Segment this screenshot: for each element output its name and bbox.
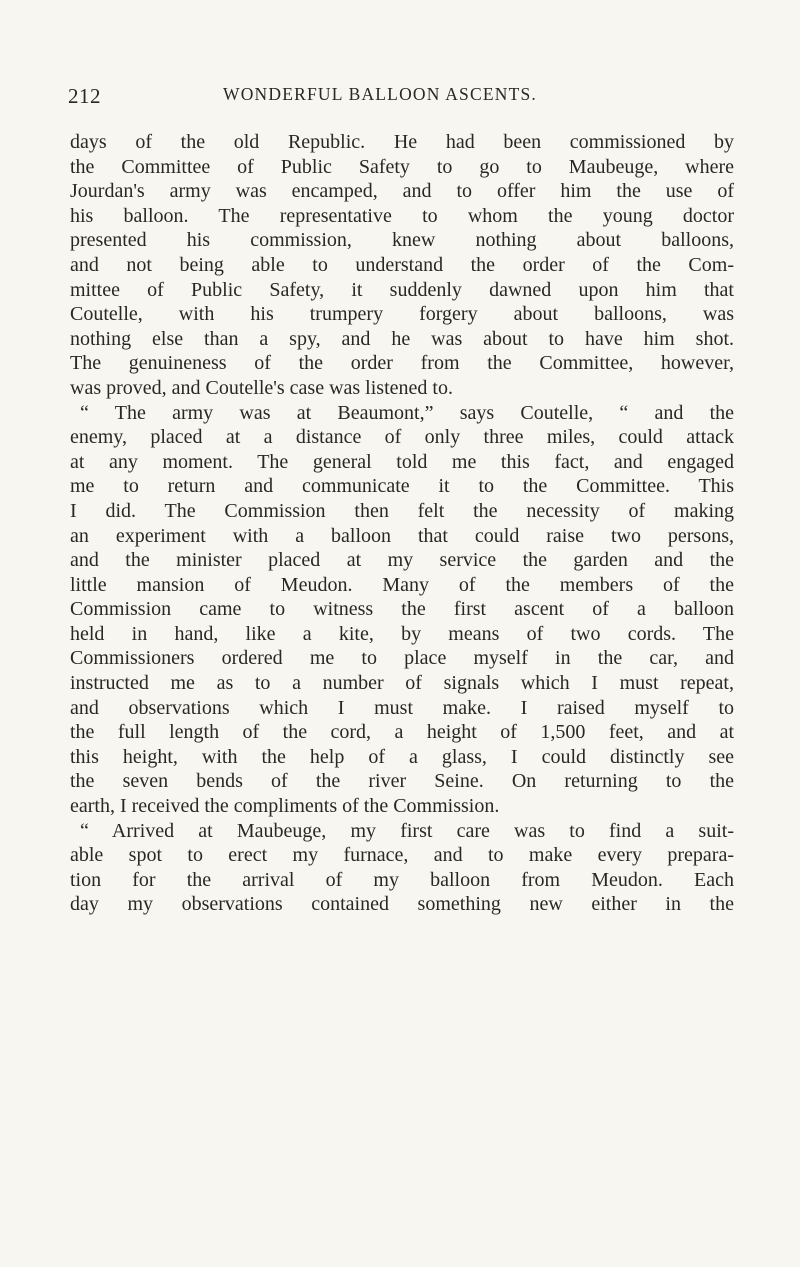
text-line: days of the old Republic. He had been commissioned by [70, 131, 734, 153]
text-line: mittee of Public Safety, it suddenly dawned upon him that [70, 278, 734, 301]
text-line: at any moment. The general told me this fact, and engaged [70, 450, 734, 473]
text-line: Commissioners ordered me to place myself in the car, and [70, 647, 734, 670]
running-title: WONDERFUL BALLOON ASCENTS. [223, 84, 537, 104]
text-line: “ Arrived at Maubeuge, my first care was to find a suit- [80, 819, 734, 842]
text-line: instructed me as to a number of signals which I must repeat, [70, 672, 734, 695]
text-line: enemy, placed at a distance of only three miles, could attack [70, 426, 734, 449]
text-line: and not being able to understand the order of the Com- [70, 253, 734, 276]
text-line: I did. The Commission then felt the necessity of making [70, 499, 734, 522]
text-line: nothing else than a spy, and he was about to have him shot. [70, 327, 734, 350]
text-line: “ The army was at Beaumont,” says Coutelle, “ and the [80, 401, 734, 424]
text-line: earth, I received the compliments of the Commission. [70, 795, 500, 818]
text-line: little mansion of Meudon. Many of the members of the [70, 573, 734, 596]
text-line: this height, with the help of a glass, I could distinctly see [70, 745, 734, 768]
text-line: tion for the arrival of my balloon from Meudon. Each [70, 868, 734, 891]
text-line: Coutelle, with his trumpery forgery about balloons, was [70, 303, 734, 326]
text-line: his balloon. The representative to whom the young doctor [70, 204, 734, 227]
text-line: held in hand, like a kite, by means of two cords. The [70, 622, 734, 645]
text-line: able spot to erect my furnace, and to make every prepara- [70, 844, 734, 867]
text-line: an experiment with a balloon that could raise two persons, [70, 524, 734, 547]
text-line: the Committee of Public Safety to go to Maubeuge, where [70, 155, 734, 178]
text-line: presented his commission, knew nothing about balloons, [70, 229, 734, 252]
text-line: me to return and communicate it to the Committee. This [70, 475, 734, 498]
running-head [68, 84, 728, 114]
text-line: The genuineness of the order from the Committee, however, [70, 352, 734, 375]
text-line: the full length of the cord, a height of 1,500 feet, and at [70, 721, 734, 744]
text-line: and observations which I must make. I raised myself to [70, 696, 734, 719]
body-text [70, 130, 734, 917]
page-number: 212 [68, 84, 101, 108]
text-line: and the minister placed at my service the garden and the [70, 549, 734, 572]
text-line: Commission came to witness the first ascent of a balloon [70, 598, 734, 621]
text-line: the seven bends of the river Seine. On returning to the [70, 770, 734, 793]
text-line: Jourdan's army was encamped, and to offer him the use of [70, 180, 734, 203]
text-line: was proved, and Coutelle's case was listened to. [70, 376, 453, 399]
text-line: day my observations contained something new either in the [70, 893, 734, 916]
